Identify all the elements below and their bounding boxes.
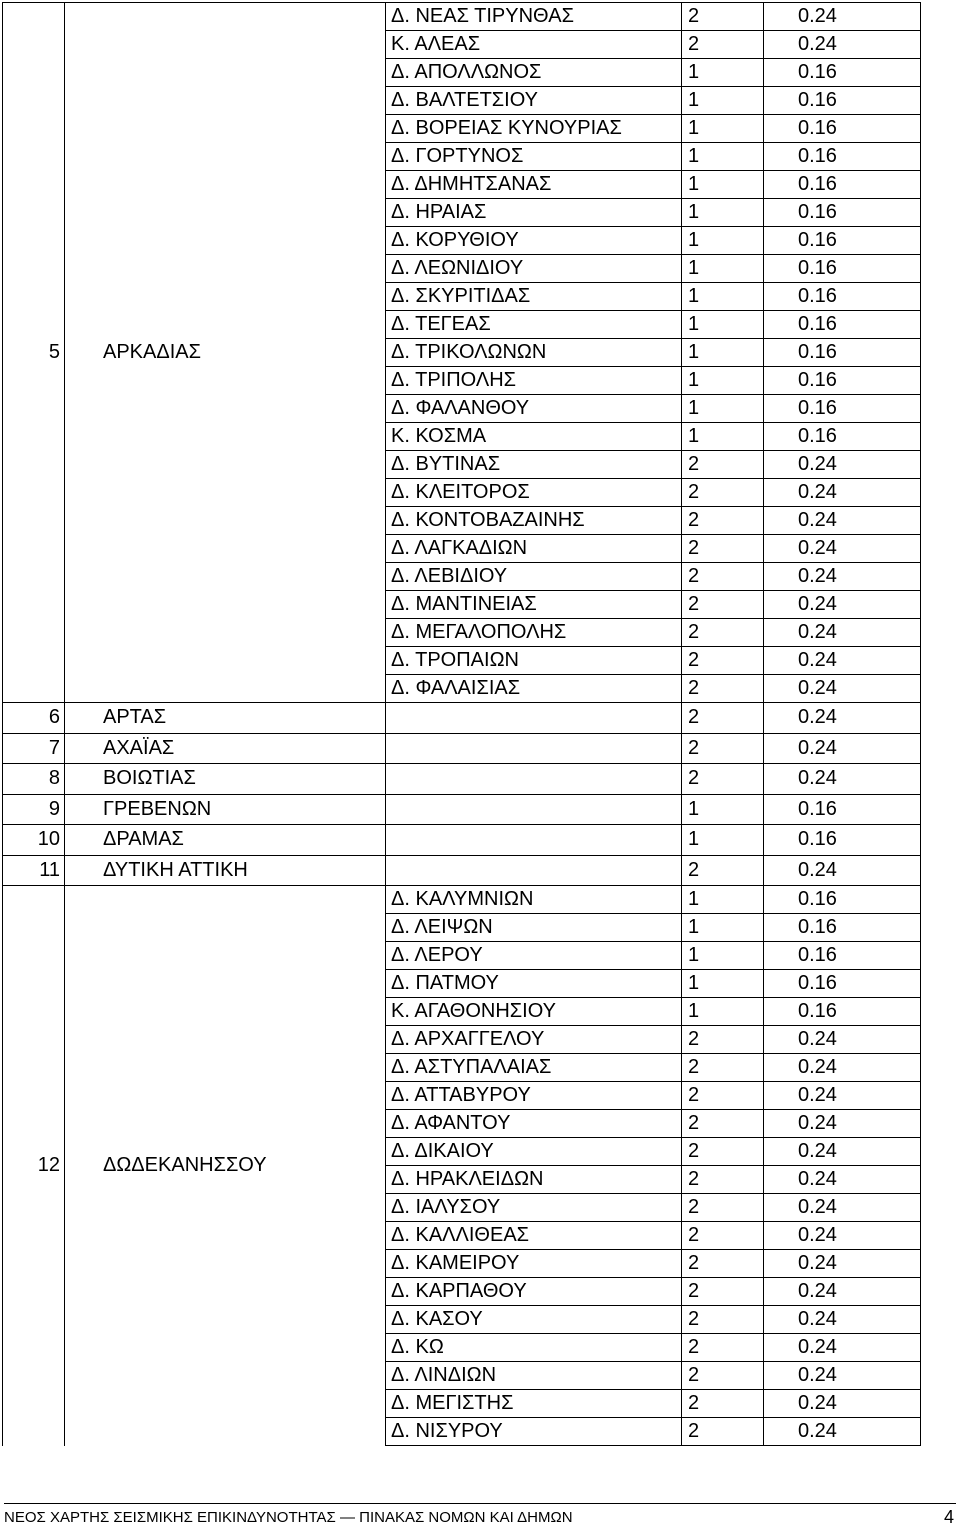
dimos-name: Δ. ΜΑΝΤΙΝΕΙΑΣ xyxy=(386,591,682,619)
ground-acceleration: 0.16 xyxy=(764,199,921,227)
dimos-name: Δ. ΠΑΤΜΟΥ xyxy=(386,970,682,998)
dimos-name: Δ. ΜΕΓΑΛΟΠΟΛΗΣ xyxy=(386,619,682,647)
ground-acceleration: 0.24 xyxy=(764,1278,921,1306)
dimos-name: Δ. ΛΙΝΔΙΩΝ xyxy=(386,1362,682,1390)
seismic-zone: 1 xyxy=(682,825,764,856)
ground-acceleration: 0.16 xyxy=(764,423,921,451)
nomos-name: ΔΩΔΕΚΑΝΗΣΣΟΥ xyxy=(65,886,386,1446)
seismic-zone: 2 xyxy=(682,647,764,675)
dimos-name: Δ. ΤΕΓΕΑΣ xyxy=(386,311,682,339)
page-footer xyxy=(4,1503,956,1526)
dimos-name: Δ. ΛΕΡΟΥ xyxy=(386,942,682,970)
ground-acceleration: 0.16 xyxy=(764,59,921,87)
table-row xyxy=(3,886,921,914)
dimos-name: Δ. ΑΣΤΥΠΑΛΑΙΑΣ xyxy=(386,1054,682,1082)
ground-acceleration: 0.24 xyxy=(764,1166,921,1194)
dimos-name: Δ. ΜΕΓΙΣΤΗΣ xyxy=(386,1390,682,1418)
ground-acceleration: 0.16 xyxy=(764,367,921,395)
seismic-zone: 2 xyxy=(682,1138,764,1166)
dimos-name: Δ. ΚΩ xyxy=(386,1334,682,1362)
ground-acceleration: 0.24 xyxy=(764,855,921,886)
seismic-zone: 1 xyxy=(682,255,764,283)
table-body xyxy=(3,3,921,1446)
dimos-name: Δ. ΑΤΤΑΒΥΡΟΥ xyxy=(386,1082,682,1110)
ground-acceleration: 0.24 xyxy=(764,1110,921,1138)
dimos-name: Δ. ΚΑΣΟΥ xyxy=(386,1306,682,1334)
ground-acceleration: 0.24 xyxy=(764,1222,921,1250)
seismic-zone: 2 xyxy=(682,563,764,591)
ground-acceleration: 0.24 xyxy=(764,535,921,563)
seismic-zone: 1 xyxy=(682,199,764,227)
seismic-zone: 1 xyxy=(682,143,764,171)
dimos-name: Δ. ΚΑΡΠΑΘΟΥ xyxy=(386,1278,682,1306)
seismic-zone: 1 xyxy=(682,59,764,87)
ground-acceleration: 0.24 xyxy=(764,1390,921,1418)
seismic-zone: 1 xyxy=(682,171,764,199)
dimos-name: Κ. ΑΛΕΑΣ xyxy=(386,31,682,59)
ground-acceleration: 0.24 xyxy=(764,563,921,591)
seismic-zone: 2 xyxy=(682,1026,764,1054)
nomos-number: 11 xyxy=(3,855,65,886)
dimos-name xyxy=(386,733,682,764)
seismic-zone: 2 xyxy=(682,3,764,31)
ground-acceleration: 0.16 xyxy=(764,311,921,339)
seismic-zone: 2 xyxy=(682,733,764,764)
seismic-zone: 2 xyxy=(682,1110,764,1138)
dimos-name: Δ. ΚΑΛΥΜΝΙΩΝ xyxy=(386,886,682,914)
ground-acceleration: 0.16 xyxy=(764,171,921,199)
ground-acceleration: 0.16 xyxy=(764,886,921,914)
dimos-name: Δ. ΑΠΟΛΛΩΝΟΣ xyxy=(386,59,682,87)
seismic-zone: 2 xyxy=(682,855,764,886)
ground-acceleration: 0.24 xyxy=(764,3,921,31)
ground-acceleration: 0.24 xyxy=(764,1082,921,1110)
ground-acceleration: 0.24 xyxy=(764,1194,921,1222)
nomos-name: ΑΡΚΑΔΙΑΣ xyxy=(65,3,386,703)
dimos-name: Δ. ΗΡΑΚΛΕΙΔΩΝ xyxy=(386,1166,682,1194)
dimos-name: Δ. ΚΟΝΤΟΒΑΖΑΙΝΗΣ xyxy=(386,507,682,535)
ground-acceleration: 0.24 xyxy=(764,1418,921,1446)
nomos-name: ΑΡΤΑΣ xyxy=(65,703,386,734)
dimos-name: Δ. ΔΗΜΗΤΣΑΝΑΣ xyxy=(386,171,682,199)
dimos-name: Δ. ΒΑΛΤΕΤΣΙΟΥ xyxy=(386,87,682,115)
seismic-zone: 2 xyxy=(682,1278,764,1306)
ground-acceleration: 0.24 xyxy=(764,507,921,535)
seismic-zone: 2 xyxy=(682,451,764,479)
seismic-zone: 2 xyxy=(682,619,764,647)
table-row xyxy=(3,733,921,764)
seismic-zone: 2 xyxy=(682,1334,764,1362)
seismic-zone: 1 xyxy=(682,423,764,451)
seismic-zone: 2 xyxy=(682,1362,764,1390)
dimos-name: Δ. ΝΕΑΣ ΤΙΡΥΝΘΑΣ xyxy=(386,3,682,31)
ground-acceleration: 0.24 xyxy=(764,1250,921,1278)
ground-acceleration: 0.16 xyxy=(764,942,921,970)
seismic-zone: 2 xyxy=(682,703,764,734)
seismic-zone: 1 xyxy=(682,886,764,914)
ground-acceleration: 0.16 xyxy=(764,339,921,367)
seismic-zone: 2 xyxy=(682,1390,764,1418)
dimos-name: Δ. ΚΑΛΛΙΘΕΑΣ xyxy=(386,1222,682,1250)
seismic-zone: 2 xyxy=(682,675,764,703)
seismic-zone: 1 xyxy=(682,395,764,423)
seismic-zone: 1 xyxy=(682,970,764,998)
seismic-zone: 1 xyxy=(682,794,764,825)
seismic-zone: 1 xyxy=(682,914,764,942)
seismic-zone: 2 xyxy=(682,31,764,59)
seismic-zone: 2 xyxy=(682,507,764,535)
seismic-zone: 1 xyxy=(682,227,764,255)
dimos-name xyxy=(386,825,682,856)
seismic-zone: 1 xyxy=(682,311,764,339)
dimos-name: Δ. ΛΑΓΚΑΔΙΩΝ xyxy=(386,535,682,563)
seismic-zone: 2 xyxy=(682,1082,764,1110)
nomos-name: ΓΡΕΒΕΝΩΝ xyxy=(65,794,386,825)
nomos-number: 5 xyxy=(3,3,65,703)
dimos-name: Κ. ΑΓΑΘΟΝΗΣΙΟΥ xyxy=(386,998,682,1026)
ground-acceleration: 0.16 xyxy=(764,998,921,1026)
ground-acceleration: 0.24 xyxy=(764,31,921,59)
dimos-name: Δ. ΝΙΣΥΡΟΥ xyxy=(386,1418,682,1446)
table-row xyxy=(3,764,921,795)
ground-acceleration: 0.16 xyxy=(764,970,921,998)
table-row xyxy=(3,794,921,825)
table-row xyxy=(3,855,921,886)
seismic-zone: 2 xyxy=(682,479,764,507)
ground-acceleration: 0.16 xyxy=(764,227,921,255)
ground-acceleration: 0.16 xyxy=(764,794,921,825)
seismic-zone: 2 xyxy=(682,1222,764,1250)
ground-acceleration: 0.24 xyxy=(764,1054,921,1082)
nomos-name: ΔΥΤΙΚΗ ΑΤΤΙΚΗ xyxy=(65,855,386,886)
dimos-name: Δ. ΤΡΙΠΟΛΗΣ xyxy=(386,367,682,395)
nomos-number: 6 xyxy=(3,703,65,734)
seismic-zone: 1 xyxy=(682,367,764,395)
seismic-zone: 2 xyxy=(682,1054,764,1082)
dimos-name: Δ. ΔΙΚΑΙΟΥ xyxy=(386,1138,682,1166)
nomos-number: 10 xyxy=(3,825,65,856)
ground-acceleration: 0.16 xyxy=(764,87,921,115)
dimos-name: Δ. ΛΕΙΨΩΝ xyxy=(386,914,682,942)
ground-acceleration: 0.24 xyxy=(764,1306,921,1334)
seismic-zone: 1 xyxy=(682,283,764,311)
seismic-zone: 2 xyxy=(682,1250,764,1278)
table-row xyxy=(3,3,921,31)
seismic-zone: 2 xyxy=(682,535,764,563)
ground-acceleration: 0.16 xyxy=(764,115,921,143)
ground-acceleration: 0.24 xyxy=(764,1362,921,1390)
ground-acceleration: 0.16 xyxy=(764,255,921,283)
ground-acceleration: 0.24 xyxy=(764,1026,921,1054)
ground-acceleration: 0.24 xyxy=(764,591,921,619)
dimos-name: Δ. ΤΡΙΚΟΛΩΝΩΝ xyxy=(386,339,682,367)
ground-acceleration: 0.16 xyxy=(764,825,921,856)
dimos-name xyxy=(386,855,682,886)
seismic-zone-table xyxy=(2,2,921,1446)
dimos-name: Δ. ΑΡΧΑΓΓΕΛΟΥ xyxy=(386,1026,682,1054)
ground-acceleration: 0.16 xyxy=(764,283,921,311)
dimos-name xyxy=(386,764,682,795)
nomos-name: ΔΡΑΜΑΣ xyxy=(65,825,386,856)
dimos-name: Δ. ΛΕΒΙΔΙΟΥ xyxy=(386,563,682,591)
dimos-name xyxy=(386,703,682,734)
dimos-name: Δ. ΒΟΡΕΙΑΣ ΚΥΝΟΥΡΙΑΣ xyxy=(386,115,682,143)
dimos-name: Δ. ΤΡΟΠΑΙΩΝ xyxy=(386,647,682,675)
seismic-zone: 1 xyxy=(682,115,764,143)
dimos-name: Δ. ΓΟΡΤΥΝΟΣ xyxy=(386,143,682,171)
nomos-name: ΑΧΑΪΑΣ xyxy=(65,733,386,764)
ground-acceleration: 0.16 xyxy=(764,914,921,942)
seismic-zone: 1 xyxy=(682,942,764,970)
dimos-name: Δ. ΣΚΥΡΙΤΙΔΑΣ xyxy=(386,283,682,311)
dimos-name: Δ. ΦΑΛΑΙΣΙΑΣ xyxy=(386,675,682,703)
seismic-zone: 1 xyxy=(682,87,764,115)
nomos-number: 7 xyxy=(3,733,65,764)
seismic-zone: 1 xyxy=(682,998,764,1026)
ground-acceleration: 0.16 xyxy=(764,395,921,423)
dimos-name xyxy=(386,794,682,825)
ground-acceleration: 0.16 xyxy=(764,143,921,171)
dimos-name: Δ. ΙΑΛΥΣΟΥ xyxy=(386,1194,682,1222)
footer-title: ΝΕΟΣ ΧΑΡΤΗΣ ΣΕΙΣΜΙΚΗΣ ΕΠΙΚΙΝΔΥΝΟΤΗΤΑΣ — ΠΙΝΑΚΑΣ ΝΟΜΩΝ ΚΑΙ ΔΗΜΩΝ xyxy=(4,1509,573,1526)
nomos-number: 12 xyxy=(3,886,65,1446)
nomos-number: 8 xyxy=(3,764,65,795)
ground-acceleration: 0.24 xyxy=(764,451,921,479)
nomos-number: 9 xyxy=(3,794,65,825)
dimos-name: Δ. ΚΟΡΥΘΙΟΥ xyxy=(386,227,682,255)
ground-acceleration: 0.24 xyxy=(764,703,921,734)
dimos-name: Δ. ΦΑΛΑΝΘΟΥ xyxy=(386,395,682,423)
ground-acceleration: 0.24 xyxy=(764,647,921,675)
ground-acceleration: 0.24 xyxy=(764,1138,921,1166)
dimos-name: Δ. ΚΛΕΙΤΟΡΟΣ xyxy=(386,479,682,507)
dimos-name: Κ. ΚΟΣΜΑ xyxy=(386,423,682,451)
seismic-zone: 2 xyxy=(682,1194,764,1222)
table-row xyxy=(3,825,921,856)
seismic-zone: 2 xyxy=(682,1166,764,1194)
table-row xyxy=(3,703,921,734)
ground-acceleration: 0.24 xyxy=(764,479,921,507)
ground-acceleration: 0.24 xyxy=(764,619,921,647)
dimos-name: Δ. ΛΕΩΝΙΔΙΟΥ xyxy=(386,255,682,283)
seismic-zone: 2 xyxy=(682,591,764,619)
seismic-zone: 2 xyxy=(682,764,764,795)
dimos-name: Δ. ΗΡΑΙΑΣ xyxy=(386,199,682,227)
ground-acceleration: 0.24 xyxy=(764,764,921,795)
seismic-zone: 2 xyxy=(682,1418,764,1446)
dimos-name: Δ. ΚΑΜΕΙΡΟΥ xyxy=(386,1250,682,1278)
dimos-name: Δ. ΒΥΤΙΝΑΣ xyxy=(386,451,682,479)
ground-acceleration: 0.24 xyxy=(764,733,921,764)
seismic-zone: 2 xyxy=(682,1306,764,1334)
dimos-name: Δ. ΑΦΑΝΤΟΥ xyxy=(386,1110,682,1138)
nomos-name: ΒΟΙΩΤΙΑΣ xyxy=(65,764,386,795)
page-number: 4 xyxy=(943,1507,954,1527)
ground-acceleration: 0.24 xyxy=(764,675,921,703)
seismic-zone: 1 xyxy=(682,339,764,367)
ground-acceleration: 0.24 xyxy=(764,1334,921,1362)
